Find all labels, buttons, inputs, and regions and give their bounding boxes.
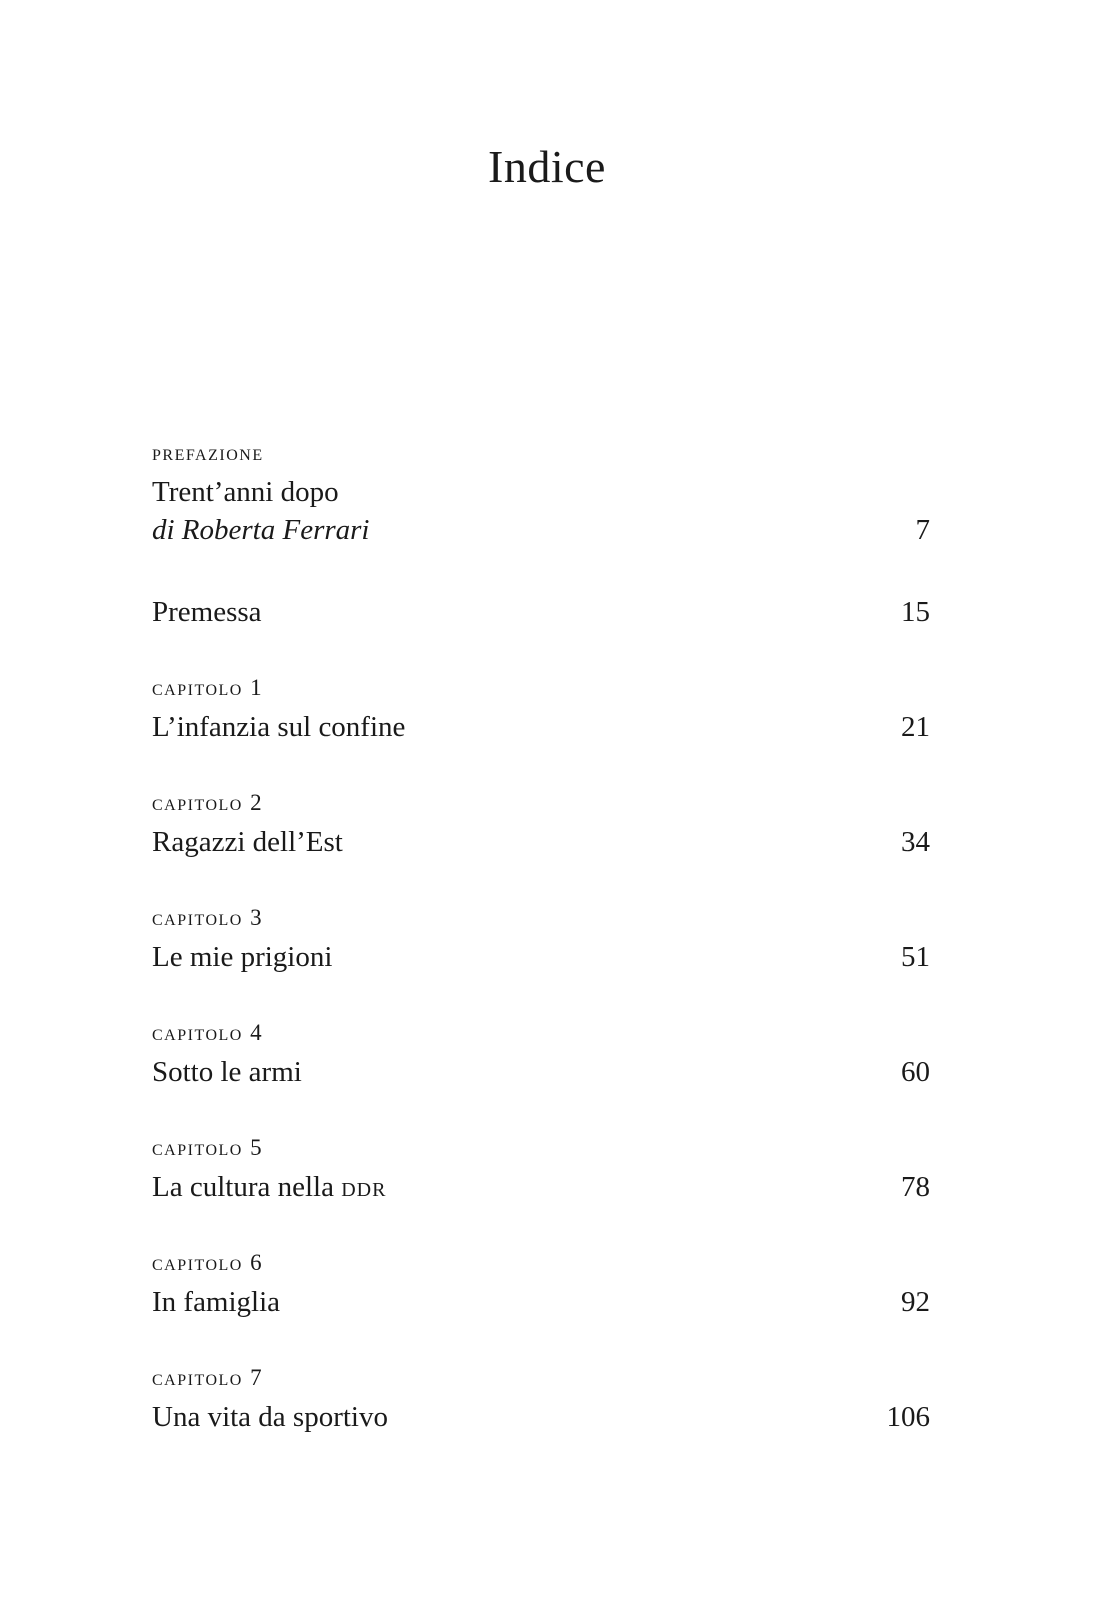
toc-entry-capitolo-6[interactable] bbox=[152, 1250, 930, 1321]
toc-entry-capitolo-3[interactable] bbox=[152, 905, 930, 976]
toc-entry-kicker: prefazione bbox=[152, 440, 264, 465]
toc-entry-prefazione[interactable] bbox=[152, 440, 930, 549]
toc-entry-page-number: 15 bbox=[901, 596, 930, 628]
toc-entry-kicker: capitolo 5 bbox=[152, 1135, 264, 1160]
toc-entry-kicker: capitolo 7 bbox=[152, 1365, 264, 1390]
toc-entry-page-number: 21 bbox=[901, 711, 930, 743]
toc-entry-capitolo-5[interactable] bbox=[152, 1135, 930, 1206]
toc-entry-capitolo-4[interactable] bbox=[152, 1020, 930, 1091]
table-of-contents bbox=[152, 440, 930, 1436]
toc-entry-page-number: 7 bbox=[915, 514, 930, 546]
toc-entry-title-acronym: ddr bbox=[341, 1171, 387, 1203]
toc-entry-title: L’infanzia sul confine bbox=[152, 711, 406, 743]
toc-entry-title: Trent’anni dopo bbox=[152, 476, 339, 508]
toc-entry-page-number: 34 bbox=[901, 826, 930, 858]
toc-entry-title: Una vita da sportivo bbox=[152, 1401, 388, 1433]
toc-entry-title: Ragazzi dell’Est bbox=[152, 826, 343, 858]
toc-entry-title: In famiglia bbox=[152, 1286, 281, 1318]
toc-entry-page-number: 51 bbox=[901, 941, 930, 973]
toc-entry-author: di Roberta Ferrari bbox=[152, 514, 370, 546]
toc-entry-capitolo-7[interactable] bbox=[152, 1365, 930, 1436]
toc-entry-page-number: 92 bbox=[901, 1286, 930, 1318]
toc-entry-title: Le mie prigioni bbox=[152, 941, 333, 973]
toc-entry-kicker: capitolo 4 bbox=[152, 1020, 264, 1045]
toc-entry-title: Premessa bbox=[152, 596, 262, 628]
toc-entry-title bbox=[152, 1168, 930, 1206]
toc-entry-title-text: La cultura nella bbox=[152, 1171, 334, 1203]
toc-entry-kicker: capitolo 3 bbox=[152, 905, 264, 930]
toc-entry-capitolo-2[interactable] bbox=[152, 790, 930, 861]
toc-entry-page-number: 60 bbox=[901, 1056, 930, 1088]
toc-entry-kicker: capitolo 6 bbox=[152, 1250, 264, 1275]
toc-entry-premessa[interactable] bbox=[152, 593, 930, 631]
toc-entry-kicker: capitolo 2 bbox=[152, 790, 264, 815]
toc-entry-title: Sotto le armi bbox=[152, 1056, 302, 1088]
toc-entry-kicker: capitolo 1 bbox=[152, 675, 264, 700]
toc-entry-page-number: 78 bbox=[901, 1171, 930, 1203]
toc-entry-capitolo-1[interactable] bbox=[152, 675, 930, 746]
toc-entry-page-number: 106 bbox=[886, 1401, 930, 1433]
page-title: Indice bbox=[488, 141, 606, 192]
